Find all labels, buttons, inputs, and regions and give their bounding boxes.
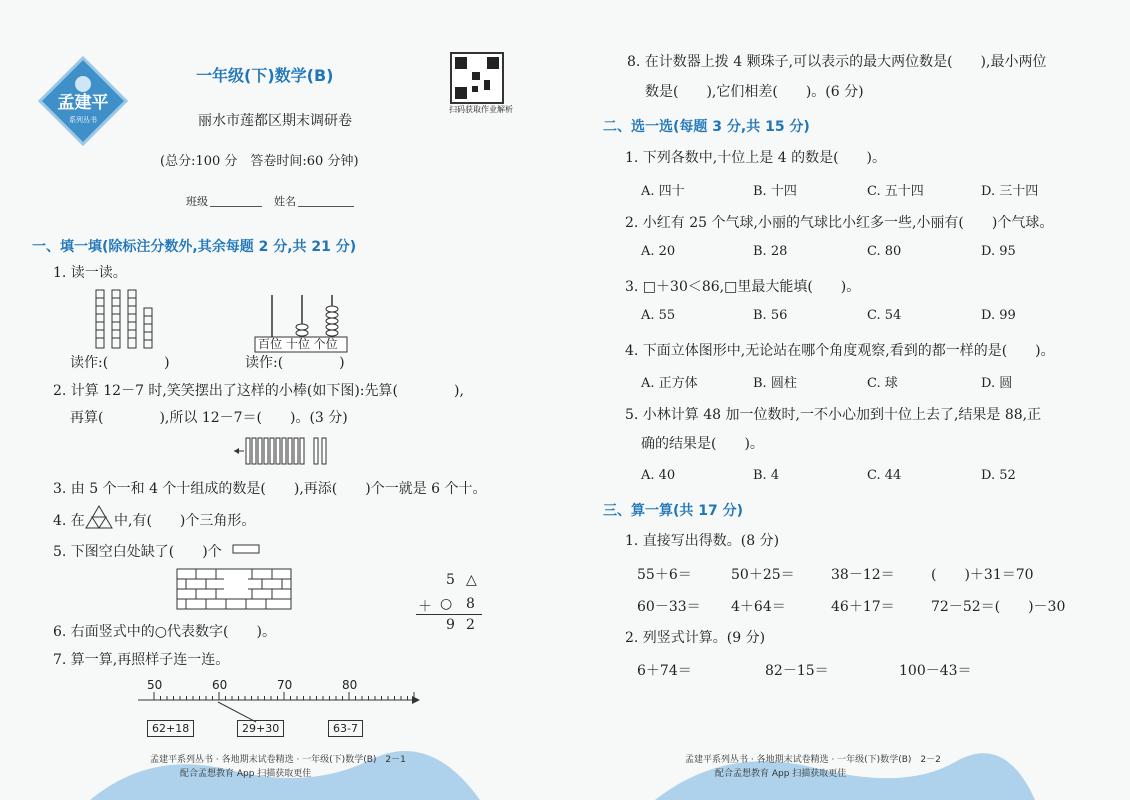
mc4-option-b[interactable]: B. 圆柱 xyxy=(753,376,797,391)
q1-read-answer-1[interactable]: 读作:( ) xyxy=(70,355,170,371)
name-label: 姓名 xyxy=(274,195,296,208)
vertical-r2-op: ＋ xyxy=(418,599,432,615)
q8-text-line1: 8. 在计数器上拨 4 颗珠子,可以表示的最大两位数是( ),最小两位 xyxy=(627,54,1047,70)
mc3-question: 3. □＋30＜86,□里最大能填( )。 xyxy=(625,279,861,295)
mc5-question-line1: 5. 小林计算 48 加一位数时,一不小心加到十位上去了,结果是 88,正 xyxy=(625,407,1042,423)
mc4-option-c[interactable]: C. 球 xyxy=(867,376,898,391)
mc2-option-c[interactable]: C. 80 xyxy=(867,244,902,259)
mc2-option-a[interactable]: A. 20 xyxy=(641,244,676,259)
left-footer-line2: 配合孟想教育 App 扫描获取更佳 xyxy=(180,769,312,779)
class-field[interactable] xyxy=(210,206,262,207)
calc-r2-c4[interactable]: 72－52＝( )－30 xyxy=(931,599,1066,615)
right-page xyxy=(565,0,1130,800)
card-63-7[interactable]: 63-7 xyxy=(328,720,363,737)
card-62-18[interactable]: 62+18 xyxy=(147,720,194,737)
counting-blocks-icon xyxy=(94,288,160,350)
triangle-figure-icon xyxy=(84,504,114,530)
qr-caption: 扫码获取作业解析 xyxy=(449,105,513,114)
ruler-label-70: 70 xyxy=(277,678,293,692)
vcalc-1[interactable]: 6＋74＝ xyxy=(637,663,692,679)
brick-wall-figure xyxy=(176,568,292,610)
right-footer-line2: 配合孟想教育 App 扫描获取更佳 xyxy=(715,769,847,779)
class-label: 班级 xyxy=(186,195,208,208)
vertical-r1-a: 5 xyxy=(446,572,455,588)
q2-text-line2: 再算( ),所以 12－7＝( )。(3 分) xyxy=(70,410,348,426)
vertical-r2-b: 8 xyxy=(466,596,475,612)
vcalc-2[interactable]: 82－15＝ xyxy=(765,663,829,679)
sticks-icon xyxy=(232,436,330,466)
calc-r2-c3[interactable]: 46＋17＝ xyxy=(831,599,895,615)
section2-heading: 二、选一选(每题 3 分,共 15 分) xyxy=(603,119,810,135)
mc4-option-a[interactable]: A. 正方体 xyxy=(641,376,698,391)
qr-code-icon[interactable] xyxy=(450,52,504,104)
paper-info: (总分:100 分 答卷时间:60 分钟) xyxy=(160,154,359,169)
q3-text: 3. 由 5 个一和 4 个十组成的数是( ),再添( )个一就是 6 个十。 xyxy=(53,481,487,497)
mc2-option-b[interactable]: B. 28 xyxy=(753,244,788,259)
mc1-option-d[interactable]: D. 三十四 xyxy=(981,184,1039,199)
brick-icon xyxy=(232,543,260,555)
logo-text: 孟建平 xyxy=(57,93,109,113)
mc2-question: 2. 小红有 25 个气球,小丽的气球比小红多一些,小丽有( )个气球。 xyxy=(625,215,1054,231)
paper-title: 一年级(下)数学(B) xyxy=(196,66,334,85)
mc5-option-d[interactable]: D. 52 xyxy=(981,468,1016,483)
q2-text-line1: 2. 计算 12－7 时,笑笑摆出了这样的小棒(如下图):先算( ), xyxy=(53,383,464,399)
mc1-option-c[interactable]: C. 五十四 xyxy=(867,184,924,199)
abacus-label: 百位 十位 个位 xyxy=(258,337,338,351)
mc5-option-a[interactable]: A. 40 xyxy=(641,468,676,483)
calc-r1-c1[interactable]: 55＋6＝ xyxy=(637,567,692,583)
vcalc-title: 2. 列竖式计算。(9 分) xyxy=(625,630,766,646)
section3-heading: 三、算一算(共 17 分) xyxy=(603,503,744,519)
mc5-question-line2: 确的结果是( )。 xyxy=(641,436,764,452)
mc3-option-d[interactable]: D. 99 xyxy=(981,308,1016,323)
q1-text: 1. 读一读。 xyxy=(53,265,127,281)
left-footer-line1: 孟建平系列丛书 · 各地期末试卷精选 · 一年级(下)数学(B) 2－1 xyxy=(150,755,406,765)
q4-text-end: 中,有( )个三角形。 xyxy=(114,513,256,529)
card-29-30[interactable]: 29+30 xyxy=(237,720,284,737)
vertical-r1-b: △ xyxy=(466,572,477,588)
mc2-option-d[interactable]: D. 95 xyxy=(981,244,1016,259)
right-footer-line1: 孟建平系列丛书 · 各地期末试卷精选 · 一年级(下)数学(B) 2－2 xyxy=(685,755,941,765)
calc-title: 1. 直接写出得数。(8 分) xyxy=(625,533,780,549)
q6-text: 6. 右面竖式中的○代表数字( )。 xyxy=(53,624,276,640)
q7-text: 7. 算一算,再照样子连一连。 xyxy=(53,652,230,668)
q4-text-start: 4. 在 xyxy=(53,513,85,529)
ruler-label-60: 60 xyxy=(212,678,228,692)
ruler-label-80: 80 xyxy=(342,678,358,692)
calc-r1-c4[interactable]: ( )＋31＝70 xyxy=(931,567,1034,583)
vertical-r2-a: ○ xyxy=(440,596,453,612)
mc5-option-c[interactable]: C. 44 xyxy=(867,468,902,483)
mc3-option-a[interactable]: A. 55 xyxy=(641,308,676,323)
mc3-option-b[interactable]: B. 56 xyxy=(753,308,788,323)
ruler-label-50: 50 xyxy=(147,678,163,692)
mc1-option-a[interactable]: A. 四十 xyxy=(641,184,685,199)
calc-r1-c3[interactable]: 38－12＝ xyxy=(831,567,895,583)
mc3-option-c[interactable]: C. 54 xyxy=(867,308,902,323)
mc1-option-b[interactable]: B. 十四 xyxy=(753,184,797,199)
vertical-r3-b: 2 xyxy=(466,617,475,633)
q1-read-answer-2[interactable]: 读作:( ) xyxy=(245,355,345,371)
calc-r2-c1[interactable]: 60－33＝ xyxy=(637,599,701,615)
vertical-line xyxy=(416,614,482,615)
paper-subtitle: 丽水市莲都区期末调研卷 xyxy=(198,113,352,129)
q5-text: 5. 下图空白处缺了( )个 xyxy=(53,544,222,560)
logo-subtext: 系列丛书 xyxy=(69,116,97,124)
mc1-question: 1. 下列各数中,十位上是 4 的数是( )。 xyxy=(625,150,886,166)
mc5-option-b[interactable]: B. 4 xyxy=(753,468,780,483)
vertical-r3-a: 9 xyxy=(446,617,455,633)
name-field[interactable] xyxy=(298,206,354,207)
mc4-option-d[interactable]: D. 圆 xyxy=(981,376,1013,391)
brand-logo xyxy=(38,56,128,146)
section1-heading: 一、填一填(除标注分数外,其余每题 2 分,共 21 分) xyxy=(32,239,357,255)
calc-r2-c2[interactable]: 4＋64＝ xyxy=(731,599,786,615)
mc4-question: 4. 下面立体图形中,无论站在哪个角度观察,看到的都一样的是( )。 xyxy=(625,343,1055,359)
vcalc-3[interactable]: 100－43＝ xyxy=(899,663,972,679)
calc-r1-c2[interactable]: 50＋25＝ xyxy=(731,567,795,583)
q8-text-line2: 数是( ),它们相差( )。(6 分) xyxy=(645,84,864,100)
